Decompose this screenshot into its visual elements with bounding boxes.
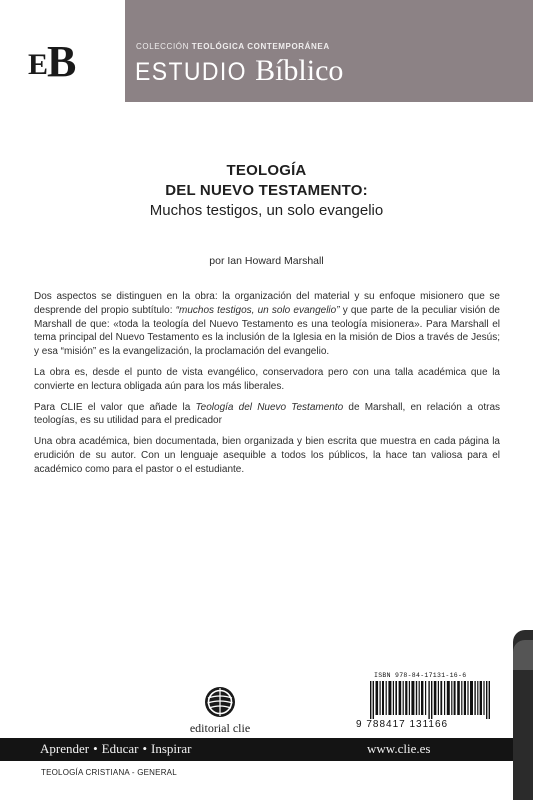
- barcode-bars: [370, 681, 490, 719]
- series-title: [135, 54, 343, 88]
- footer-bar: [0, 738, 513, 761]
- motto-separator: •: [93, 741, 98, 756]
- book-author: por Ian Howard Marshall: [209, 255, 324, 267]
- book-title-line2: DEL NUEVO TESTAMENTO:: [165, 182, 368, 199]
- blurb-paragraph-4: Una obra académica, bien documentada, bien organizada y bien escrita que muestra en cada página la erudición de su autor. Con un lenguaje asequible a todos los públicos, la hace tan valiosa para el académico como para el pastor o el estudiante.: [34, 436, 500, 475]
- blurb: [34, 290, 500, 484]
- motto-separator: •: [142, 741, 148, 756]
- eb-logo-b: B: [47, 37, 75, 86]
- isbn-barcode: [352, 672, 495, 732]
- barcode-digits: 9 788417 131166: [356, 719, 449, 730]
- clie-globe-icon: [203, 685, 237, 719]
- book-title-block: [0, 161, 533, 221]
- publisher-motto: [40, 741, 191, 757]
- book-category: TEOLOGÍA CRISTIANA - GENERAL: [41, 768, 177, 777]
- isbn-label: ISBN 978-84-17131-16-6: [374, 672, 467, 679]
- eb-logo: [28, 37, 75, 86]
- series-label-prefix: COLECCIÓN: [136, 42, 189, 51]
- motto-aprender: Aprender: [40, 741, 90, 756]
- series-label: [136, 42, 330, 51]
- blurb-paragraph-2: La obra es, desde el punto de vista evangélico, conservadora pero con una talla académica que la convierte en lectura obligada aún para los más liberales.: [34, 366, 500, 392]
- motto-educar: Educar: [101, 741, 139, 756]
- publisher-block: [180, 685, 260, 736]
- book-subtitle: Muchos testigos, un solo evangelio: [149, 202, 384, 219]
- eb-logo-e: E: [28, 48, 47, 81]
- spine-edge-accent: [513, 640, 533, 670]
- blurb-paragraph-1: Dos aspectos se distinguen en la obra: la organización del material y su enfoque misionero que se desprende del propio subtítulo: “muchos testigos, un solo evangelio” y que parte de la peculiar visión de Marshall de que: «toda la teología del Nuevo Testamento es una teología misionera». Para Marshall el tema principal del Nuevo Testamento es la inclusión de la Iglesia en la misión de Dios a través de Jesús; y esa “misión” es la evangelización, la proclamación del evangelio.: [34, 291, 500, 358]
- motto-inspirar: Inspirar: [151, 741, 192, 756]
- book-title-line1: TEOLOGÍA: [226, 162, 307, 179]
- series-title-estudio: ESTUDIO: [135, 58, 247, 86]
- series-title-biblico: Bíblico: [255, 54, 344, 87]
- series-header-band: [125, 0, 533, 102]
- publisher-website: www.clie.es: [367, 741, 431, 756]
- series-label-name: TEOLÓGICA CONTEMPORÁNEA: [191, 42, 330, 51]
- blurb-paragraph-3: Para CLIE el valor que añade la Teología del Nuevo Testamento de Marshall, en relación a otras teologías, es su utilidad para el predicador: [34, 401, 501, 427]
- publisher-name: editorial clie: [189, 721, 251, 735]
